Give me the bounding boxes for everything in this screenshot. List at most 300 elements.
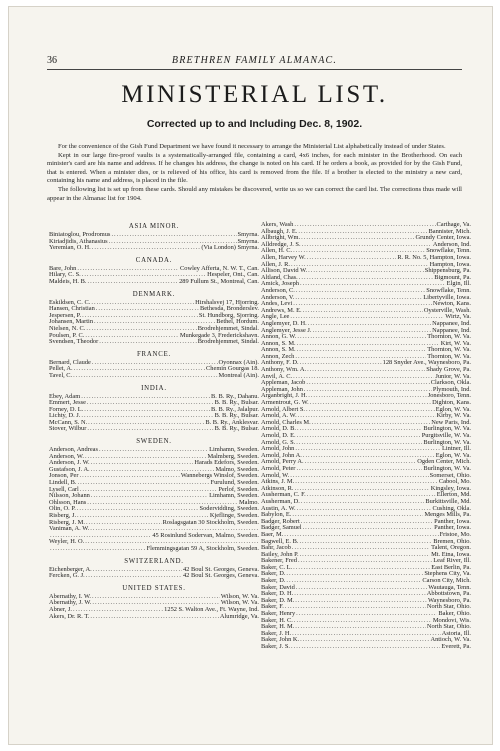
minister-address: Carson City, Mich. [422, 577, 471, 585]
minister-name: Appleman, Jacob [261, 379, 306, 387]
minister-name: Biniatoglou, Prodromus [49, 231, 111, 238]
dot-leader [306, 380, 429, 387]
intro-paragraph: For the convenience of the Gish Fund Department we have found it necessary to arrange the Ministerial List alphabetically instead of under States. [58, 143, 446, 150]
minister-name: Svendsen, Theodor [49, 338, 99, 346]
dot-leader [306, 407, 435, 414]
minister-address: Shady Grove, Pa. [426, 366, 471, 374]
minister-address: Montreal (Ain). [218, 371, 259, 379]
minister-name: Vaniman, A. W. [49, 525, 90, 533]
dot-leader [295, 295, 422, 302]
minister-address: Hampton, Iowa. [429, 260, 471, 268]
minister-name: Jonson, Per [49, 472, 79, 480]
section-heading: SWEDEN. [136, 438, 172, 446]
minister-address: Kjeflinge, Sweden. [209, 512, 259, 519]
minister-name: Allen, H. C. [261, 247, 293, 255]
almanac-title: BRETHREN FAMILY ALMANAC. [171, 55, 338, 66]
dot-leader [96, 306, 199, 313]
minister-name: Allen, Harvey W. [261, 253, 306, 261]
minister-address: Eglon, W. Va. [435, 451, 471, 459]
minister-address: Panther, Iowa. [434, 517, 471, 525]
intro-paragraph: The following list is set up from these cards. Should any mistakes be discovered, write us so we can correct the card list. The corrections thus made will appear in the Almanac list for 1904. [47, 185, 462, 202]
dot-leader [308, 393, 427, 400]
minister-address: Ogden Center, Mich. [417, 458, 471, 466]
minister-address: Snowflake, Tenn. [426, 247, 471, 255]
minister-name: Maldeis, H. B. [49, 277, 87, 285]
dot-leader [305, 459, 417, 466]
dot-leader [295, 624, 426, 631]
dot-leader [85, 454, 206, 461]
minister-address: Thornton, W. Va. [427, 352, 471, 360]
minister-name: Annon, Zech [261, 352, 295, 360]
minister-entry [261, 644, 471, 651]
minister-name: Akers, Dr. R. T. [49, 612, 90, 620]
minister-address: Burlington, W. Va. [423, 425, 471, 433]
dot-leader [296, 611, 437, 618]
minister-address: Kirby, W. Va. [436, 412, 471, 420]
dot-leader [300, 637, 429, 644]
section-heading: ASIA MINOR. [128, 223, 180, 230]
section-heading: FRANCE. [136, 350, 172, 358]
minister-address: Munkegade 3, Frederickshavn. [179, 331, 259, 339]
minister-address: Alumridge, Va. [219, 612, 259, 620]
dot-leader [296, 288, 425, 295]
minister-address: Oyonnax (Ain). [218, 358, 259, 366]
minister-address: Cowley Afferta, N. W. T., Can. [180, 264, 259, 272]
dot-leader [307, 492, 436, 499]
dot-leader [292, 512, 423, 519]
minister-name: Ohlsson, Hans [49, 498, 87, 506]
minister-name: Badger, Samuel [261, 524, 302, 532]
dot-leader [79, 473, 179, 480]
minister-address: Antioch, W. Va. [430, 636, 471, 644]
minister-name: Annon, S. M. [261, 346, 296, 354]
minister-address: Smyrna. [237, 231, 259, 238]
minister-name: Abernathy, I. W. [49, 592, 92, 600]
dot-leader [286, 578, 421, 585]
minister-address: Newton, Kans. [432, 300, 471, 308]
minister-name: Abner, J. [49, 605, 72, 613]
minister-address: Abbottstown, Pa. [426, 590, 471, 598]
minister-name: Arnold, Albert S. [261, 405, 306, 413]
minister-address: Carthage, Va. [436, 221, 471, 228]
minister-name: Anderson, V. [261, 293, 295, 301]
dot-leader [91, 493, 208, 500]
dot-leader [291, 262, 429, 269]
minister-address: Chemin Gourgas 18. [206, 365, 259, 373]
minister-address: Malmberg, Sweden. [207, 452, 259, 460]
dot-leader [300, 281, 446, 288]
minister-address: Smyrna. [237, 237, 259, 245]
minister-name: Bakener, Fred [261, 557, 297, 565]
minister-name: Arnold, Perry A. [261, 458, 304, 466]
section-heading: INDIA. [141, 384, 167, 392]
minister-address: 42 Boul St. Georges, Geneva. [182, 565, 259, 573]
dot-leader [88, 420, 204, 427]
minister-name: Andes, Levi [261, 300, 293, 308]
minister-name: Baker, F. [261, 603, 284, 611]
minister-address: Everett, Pa. [441, 643, 471, 650]
minister-address: Wannebergs Winslof, Sweden. [180, 472, 259, 480]
dot-leader [92, 245, 201, 252]
minister-address: Hirshalsvej 17, Hjorring. [195, 298, 259, 306]
minister-entry [49, 573, 259, 580]
minister-address: 128 Snyder Ave., Waynesboro, Pa. [382, 359, 471, 367]
minister-address: Plymouth, Ind. [432, 385, 471, 393]
minister-address: Bannister, Mich. [428, 227, 471, 235]
dot-leader [292, 631, 441, 638]
dot-leader [284, 532, 438, 539]
minister-address: Flemmingsgatan 59 A, Stockholm, Sweden. [146, 544, 259, 552]
minister-address: 289 Fullum St., Montreal, Can. [179, 277, 259, 285]
minister-address: Purgitsville, W. Va. [421, 432, 471, 439]
minister-address: Eglon, W. Va. [435, 405, 471, 413]
dot-leader [290, 314, 444, 321]
dot-leader [77, 266, 179, 273]
minister-entry [261, 624, 471, 631]
minister-address: Limhamn, Sweden. [209, 492, 259, 500]
dot-leader [291, 644, 440, 651]
minister-address: Astoria, Ill. [441, 629, 471, 637]
minister-address: Burlington, W. Va. [423, 464, 471, 472]
minister-name: Arnold, Peter [261, 464, 296, 472]
minister-address: B. B. Ry., Anklesvar. [205, 418, 259, 426]
dot-leader [286, 571, 423, 578]
minister-entry [261, 637, 471, 644]
dot-leader [304, 387, 432, 394]
minister-address: B. B. Ry., Bulsar. [214, 425, 259, 433]
minister-name: Emmert, Jesse [49, 399, 86, 407]
minister-name: Johansen, Martin [49, 318, 94, 326]
dot-leader [307, 255, 397, 262]
dot-leader [92, 594, 220, 601]
minister-entry [261, 308, 471, 315]
minister-name: Allen, J. R. [261, 260, 290, 268]
minister-address: Mt. Etna, Iowa. [431, 550, 471, 558]
minister-name: Hansen, Christian [49, 305, 95, 313]
minister-address: Clarkson, Okla. [430, 379, 471, 387]
dot-leader [298, 413, 436, 420]
minister-name: Altland, Chas. [261, 273, 298, 281]
minister-address: Wilson, W. Va. [220, 599, 259, 607]
minister-name: Abernathy, J. W. [49, 599, 92, 607]
header-rule [47, 69, 462, 70]
dot-leader [87, 400, 214, 407]
dot-leader [80, 487, 218, 494]
minister-address: B. B. Ry., Jalalpur. [211, 405, 259, 413]
minister-name: Baker, J. S. [261, 643, 291, 650]
minister-name: Bernard, Claude [49, 358, 91, 366]
dot-leader [290, 473, 428, 480]
minister-entry [49, 245, 259, 252]
dot-leader [296, 466, 422, 473]
minister-address: St. Hundborg, Sjorring. [198, 311, 259, 319]
minister-address: B. B. Ry., Bulsar. [214, 399, 259, 407]
dot-leader [296, 440, 422, 447]
minister-address: Thornton, W. Va. [427, 333, 471, 341]
left-column [49, 222, 259, 620]
minister-name: Stover, Wilbur [49, 425, 87, 433]
dot-leader [300, 360, 382, 367]
minister-address: Shippensburg, Pa. [424, 267, 471, 275]
minister-entry [49, 426, 259, 433]
minister-address: B. B. Ry., Bulsar. [214, 412, 259, 420]
dot-leader [303, 308, 423, 315]
dot-leader [295, 479, 438, 486]
minister-name: Baker, David [261, 583, 295, 591]
dot-leader [87, 426, 213, 433]
minister-name: Risberg, J. M. [49, 518, 85, 526]
minister-name: Allison, David W. [261, 267, 308, 275]
dot-leader [301, 519, 433, 526]
page-title: MINISTERIAL LIST. [121, 81, 388, 108]
minister-address: Thornton, W. Va. [427, 346, 471, 354]
minister-name: Nilsson, Johann [49, 492, 90, 500]
minister-address: Baker, Ohio. [438, 610, 471, 618]
minister-address: Leaf River, Ill. [433, 557, 471, 565]
minister-name: Arganbright, J. H. [261, 392, 308, 400]
dot-leader [299, 539, 432, 546]
minister-name: Alldredge, J. S. [261, 240, 301, 248]
dot-leader [302, 242, 432, 249]
dot-leader [91, 300, 194, 307]
minister-address: Wilson, W. Va. [220, 592, 259, 600]
dot-leader [285, 604, 426, 611]
minister-name: Weyler, H. O. [49, 538, 85, 546]
minister-name: Austin, A. W. [261, 504, 296, 512]
minister-name: Anderson, J. W. [49, 459, 90, 467]
minister-address: Brodrehjemmet, Sindal. [197, 338, 259, 346]
intro-paragraph: Kept in our large fire-proof vaults is a systematically-arranged file, containing a card, 4x6 inches, for each minister in the Brotherhood. On each minister's card are his name and address. If he changes his address, the change is noted on his card. If he orders a book, as provided for by the Gish Fund, that is entered. When a minister dies, or is relieved of his office, his card is removed from the file. If a brother is elected to the ministry a new card, containing his name and address, is placed in the file. [47, 151, 462, 185]
minister-address: Fristoe, Mo. [439, 530, 471, 538]
minister-name: Forney, D. L. [49, 405, 84, 413]
dot-leader [295, 446, 441, 453]
dot-leader [111, 232, 236, 239]
minister-name: Tavel, C. [49, 371, 73, 379]
minister-name: McCann, S. N. [49, 418, 88, 426]
running-head [47, 55, 462, 67]
dot-leader [303, 525, 434, 532]
dot-leader [99, 447, 208, 454]
minister-address: Malmo. [238, 498, 259, 506]
dot-leader [293, 565, 430, 572]
minister-name: Angle, Lee [261, 313, 290, 321]
minister-name: Anthony, Wm. A. [261, 366, 307, 374]
minister-name: Lichty, D. J. [49, 412, 81, 420]
minister-name: Eskildsen, C. C. [49, 298, 91, 306]
dot-leader [299, 275, 434, 282]
minister-address: R. R. No. 5, Hampton, Iowa. [397, 253, 471, 261]
dot-leader [313, 328, 432, 335]
minister-address: Bigmount, Pa. [434, 273, 471, 281]
minister-name: Annon, S. M. [261, 339, 296, 347]
minister-address: Burkittsville, Md. [425, 497, 471, 505]
minister-address: Kirt, W. Va. [440, 339, 471, 347]
dot-leader [308, 321, 431, 328]
minister-name: Pellet, A. [49, 365, 73, 373]
minister-address: Talent, Oregon. [431, 544, 471, 552]
minister-address: Lintner, Ill. [441, 445, 471, 453]
minister-name: Baker, John K. [261, 636, 300, 644]
dot-leader [296, 585, 427, 592]
minister-address: Grundy Center, Iowa. [415, 234, 471, 242]
minister-name: Akers, Wash [261, 221, 294, 228]
dot-leader [295, 486, 430, 493]
minister-name: Anthony, F. D. [261, 359, 299, 367]
minister-address: Panther, Iowa. [434, 524, 471, 532]
minister-entry [49, 614, 259, 621]
minister-address: Anderson, Ind. [432, 240, 471, 248]
section-heading: CANADA. [135, 256, 173, 264]
dot-leader [50, 546, 146, 553]
minister-name: Andrews, M. E. [261, 306, 302, 314]
dot-leader [74, 366, 205, 373]
minister-name: Badger, Robert [261, 517, 300, 525]
minister-address: Nappanee, Ind. [432, 319, 471, 327]
minister-address: (Via London) Smyrna. [201, 244, 259, 252]
minister-address: 1252 S. Walton Ave., Ft. Wayne, Ind. [164, 605, 259, 613]
minister-name: Baker, H. M. [261, 623, 295, 631]
minister-name: Nielsen, N. C. [49, 324, 86, 332]
dot-leader [297, 506, 432, 513]
dot-leader [310, 400, 431, 407]
right-column [261, 222, 471, 651]
minister-address: Furulund, Sweden. [210, 479, 259, 487]
minister-name: Ausherman, D. [261, 497, 300, 505]
minister-name: Risberg, J. [49, 512, 77, 519]
minister-name: Arnold, John [261, 445, 295, 453]
minister-address: Stephens City, Va. [424, 570, 471, 578]
minister-name: Yeremian, O. H. [49, 244, 91, 252]
dot-leader [298, 229, 427, 236]
dot-leader [293, 374, 434, 381]
minister-name: Bare, John [49, 264, 77, 272]
dot-leader [301, 499, 425, 506]
dot-leader [93, 567, 182, 574]
minister-name: Baer, M. [261, 530, 284, 538]
minister-address: Ellerton, Md. [436, 491, 471, 499]
section-heading: SWITZERLAND. [124, 557, 184, 565]
minister-name: Fercken, G. J. [49, 572, 85, 580]
dot-leader [292, 545, 430, 552]
minister-address: Bremen, Ohio. [433, 537, 471, 545]
dot-leader [81, 413, 213, 420]
dot-leader [81, 394, 210, 401]
dot-leader [297, 341, 440, 348]
minister-name: Albaugh, J. E. [261, 227, 298, 235]
minister-address: Libertyville, Iowa. [423, 293, 471, 301]
minister-address: Kingsley, Iowa. [430, 484, 471, 492]
dot-leader [303, 453, 435, 460]
minister-address: Oysterville, Wash. [423, 306, 471, 314]
minister-name: Bahr, Jacob [261, 544, 291, 552]
minister-name: Jespersen, P. [49, 311, 82, 319]
dot-leader [77, 506, 199, 513]
minister-address: Sodervidding, Sweden. [199, 505, 259, 513]
minister-name: Anderson, Andreas [49, 446, 98, 454]
minister-name: Armentrout, G. W. [261, 399, 309, 407]
dot-leader [295, 598, 427, 605]
minister-name: Anderson, W. [49, 452, 84, 460]
minister-name: Arnold, W. [261, 471, 290, 479]
minister-name: Arnold, D. E. [261, 432, 296, 439]
dot-leader [73, 373, 217, 380]
minister-address: Dighton, Kans. [432, 399, 471, 407]
minister-name: Olin, O. P. [49, 505, 76, 513]
dot-leader [293, 301, 432, 308]
minister-entry [49, 373, 259, 380]
minister-name: Atkinson, R. [261, 484, 294, 492]
minister-name: Lysell, Carl [49, 485, 79, 493]
minister-name: Baker, C. L. [261, 563, 293, 571]
dot-leader [78, 480, 210, 487]
minister-address: North Star, Ohio. [426, 603, 471, 611]
dot-leader [297, 347, 427, 354]
minister-name: Baker, D. [261, 570, 286, 578]
dot-leader [99, 339, 197, 346]
minister-name: Hilary, C. S. [49, 271, 81, 279]
dot-leader [297, 334, 426, 341]
dot-leader [91, 460, 194, 467]
minister-address: Wautauga, Tenn. [428, 583, 471, 591]
minister-address: New Paris, Ind. [431, 418, 471, 426]
minister-address: Cabool, Mo. [438, 478, 471, 486]
dot-leader [82, 313, 198, 320]
dot-leader [92, 360, 218, 367]
dot-leader [297, 426, 422, 433]
dot-leader [301, 235, 414, 242]
minister-address: Menges Mills, Pa. [424, 511, 471, 519]
dot-leader [307, 367, 425, 374]
minister-name: Lindell, B. [49, 479, 77, 487]
minister-name: Anglemyer, Jesse J. [261, 326, 312, 334]
minister-name: Bagwell, E. B. [261, 537, 299, 545]
dot-leader [294, 618, 432, 625]
minister-name: Arnold, John A. [261, 451, 302, 459]
minister-address: Somerset, Ohio. [429, 471, 471, 479]
minister-name: Baker, D. M. [261, 596, 295, 604]
minister-address: Limhamn, Sweden. [209, 446, 259, 454]
almanac-page [8, 6, 493, 745]
minister-address: Malmo, Sweden. [215, 465, 259, 473]
minister-name: Anvil, A. C. [261, 372, 293, 380]
minister-name: Baker, Henry [261, 610, 296, 618]
minister-address: Burlington, W. Va. [423, 438, 471, 446]
minister-address: Wirtz, Va. [445, 313, 471, 321]
dot-leader [308, 268, 424, 275]
minister-name: Arnold, G. S. [261, 438, 296, 446]
minister-address: Cushing, Okla. [432, 504, 471, 512]
minister-address: B. B. Ry., Dahanu. [211, 392, 259, 400]
minister-name: Ebey, Adam [49, 392, 81, 400]
section-heading: DENMARK. [132, 290, 176, 298]
minister-entry [49, 339, 259, 346]
minister-address: East Berlin, Pa. [431, 563, 471, 571]
minister-name: Appleman, John [261, 385, 303, 393]
minister-address: Perlof, Sweden. [218, 485, 259, 493]
section-heading: UNITED STATES. [122, 584, 186, 592]
minister-name: Baker, J. H. [261, 629, 292, 637]
minister-address: Nappanee, Ind. [432, 326, 471, 334]
dot-leader [86, 573, 182, 580]
minister-name: Gustafson, J. A. [49, 465, 90, 473]
minister-name: Atkins, J. M. [261, 478, 295, 486]
minister-address: Waynesboro, Pa. [428, 596, 471, 604]
minister-name: Poulsen, P. C. [49, 331, 85, 339]
dot-leader [85, 333, 179, 340]
dot-leader [86, 520, 162, 527]
minister-name: Allbright, Wm. [261, 234, 301, 242]
minister-address: Junior, W. Va. [435, 372, 471, 380]
